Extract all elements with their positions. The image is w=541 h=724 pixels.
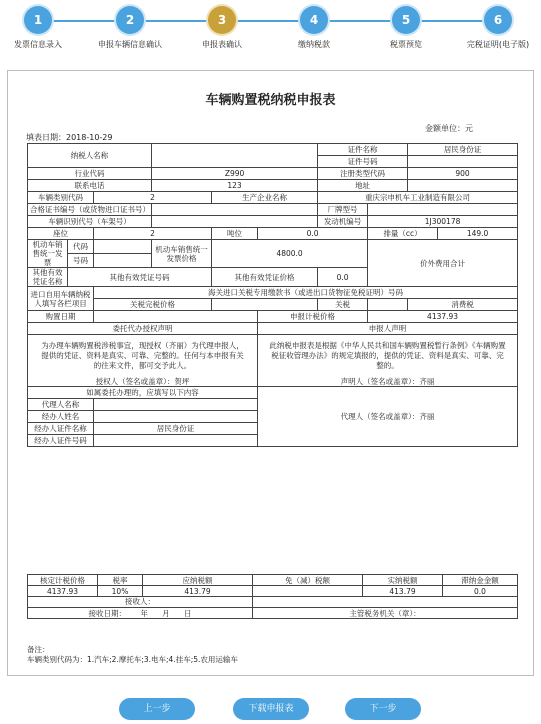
step-5-label: 税票预览 (390, 40, 422, 49)
industry-value: Z990 (152, 168, 318, 180)
maker-value: 重庆宗申机车工业制造有限公司 (318, 192, 518, 204)
tonnage-value: 0.0 (258, 228, 368, 240)
import-label: 进口自用车辆纳税人填写各栏项目 (28, 287, 94, 311)
other-cert-no-label: 其他有效凭证号码 (68, 268, 212, 287)
agent-name-label: 代理人名称 (28, 399, 94, 411)
customs-label: 海关进口关税专用缴款书（或进出口货物征免税证明）号码 (94, 287, 518, 299)
note-text: 车辆类别代码为：1.汽车;2.摩托车;3.电车;4.挂车;5.农用运输车 (27, 655, 238, 664)
step-5 (360, 6, 452, 50)
purchase-date-label: 购置日期 (28, 311, 94, 323)
step-3-circle: 3 (208, 6, 236, 34)
invoice-price-value: 4800.0 (212, 240, 368, 268)
handler-id-no-label: 经办人证件号码 (28, 435, 94, 447)
vehicle-category-label: 车辆类别代码 (28, 192, 94, 204)
certificate-value (152, 204, 318, 216)
vehicle-category-value: 2 (94, 192, 212, 204)
calc-value: 0.0 (443, 586, 518, 597)
id-no-label: 证件号码 (318, 156, 408, 168)
prev-button[interactable]: 上一步 (119, 698, 195, 720)
progress-steps (0, 0, 541, 70)
taxpayer-name-value (152, 144, 318, 168)
industry-label: 行业代码 (28, 168, 152, 180)
decl-title: 申报人声明 (258, 323, 518, 335)
invoice-code-label: 代码 (68, 240, 94, 254)
vin-value (152, 216, 318, 228)
calc-value (253, 586, 363, 597)
decl-text: 此纳税申报表是根据《中华人民共和国车辆购置税暂行条例》《车辆购置税征收管理办法》的规定填报的，提供的凭证、资料是真实、可靠、完整的。 (269, 341, 506, 370)
calc-value: 413.79 (143, 586, 253, 597)
engine-value: 1J300178 (368, 216, 518, 228)
maker-label: 生产企业名称 (212, 192, 318, 204)
step-2-circle: 2 (116, 6, 144, 34)
month-label: 月 (162, 608, 170, 618)
other-cert-price-value: 0.0 (318, 268, 368, 287)
id-type-label: 证件名称 (318, 144, 408, 156)
step-1-label: 发票信息录入 (14, 40, 62, 49)
calc-value: 413.79 (363, 586, 443, 597)
step-6-label: 完税证明(电子版) (466, 40, 530, 49)
seats-label: 座位 (28, 228, 94, 240)
address-label: 地址 (318, 180, 408, 192)
handler-id-no-value (94, 435, 258, 447)
step-2 (84, 6, 176, 50)
step-3 (176, 6, 268, 50)
consumption-label: 消费税 (408, 299, 518, 311)
tariff-label: 关税 (318, 299, 368, 311)
model-label: 厂牌型号 (318, 204, 368, 216)
taxpayer-name-label: 纳税人名称 (28, 144, 152, 168)
invoice-number-value (94, 254, 152, 268)
id-type-value: 居民身份证 (408, 144, 518, 156)
calc-value: 10% (98, 586, 143, 597)
receive-date-row (28, 608, 253, 619)
receiver-label: 接收人： (28, 597, 253, 608)
step-1 (0, 6, 84, 50)
auth-sign: 授权人（签名或盖章）：贺坪 (95, 377, 190, 386)
phone-label: 联系电话 (28, 180, 152, 192)
step-6 (452, 6, 541, 50)
vin-label: 车辆识别代号（车架号） (28, 216, 152, 228)
certificate-label: 合格证书编号（或货物进口证书号） (28, 204, 152, 216)
reg-type-value: 900 (408, 168, 518, 180)
address-value (408, 180, 518, 192)
tax-declaration-form (7, 70, 534, 676)
decl-sign: 声明人（签名或盖章）：齐丽 (340, 377, 435, 386)
displacement-label: 排量（cc） (368, 228, 438, 240)
other-cert-price-label: 其他有效凭证价格 (212, 268, 318, 287)
auth-block (28, 335, 258, 387)
authority-label: 主管税务机关（章）： (253, 608, 518, 619)
handler-id-type-label: 经办人证件名称 (28, 423, 94, 435)
step-1-circle: 1 (24, 6, 52, 34)
displacement-value: 149.0 (438, 228, 518, 240)
amount-unit: 金额单位：元 (425, 124, 473, 133)
download-form-button[interactable]: 下载申报表 (233, 698, 309, 720)
step-4-circle: 4 (300, 6, 328, 34)
step-5-circle: 5 (392, 6, 420, 34)
fill-date: 填表日期：2018-10-29 (26, 133, 113, 142)
note-label: 备注： (27, 645, 50, 654)
phone-value: 123 (152, 180, 318, 192)
calc-header: 免（减）税额 (253, 575, 363, 586)
tonnage-label: 吨位 (212, 228, 258, 240)
calc-header: 税率 (98, 575, 143, 586)
declaration-table (27, 143, 518, 447)
step-4 (268, 6, 360, 50)
calc-header: 应纳税额 (143, 575, 253, 586)
id-no-value (408, 156, 518, 168)
auth-title: 委托代办授权声明 (28, 323, 258, 335)
model-value (368, 204, 518, 216)
step-3-label: 申报表确认 (202, 40, 242, 49)
step-6-circle: 6 (484, 6, 512, 34)
reg-type-label: 注册类型代码 (318, 168, 408, 180)
handler-name-label: 经办人姓名 (28, 411, 94, 423)
calc-header: 实纳税额 (363, 575, 443, 586)
step-4-label: 缴纳税款 (298, 40, 330, 49)
agent-sign: 代理人（签名或盖章）：齐丽 (258, 387, 518, 447)
remarks (27, 645, 517, 665)
step-2-label: 申报车辆信息确认 (98, 40, 162, 49)
engine-label: 发动机编号 (318, 216, 368, 228)
extra-fee-label: 价外费用合计 (368, 240, 518, 287)
invoice-group-label: 机动车销售统一发票 (28, 240, 68, 268)
agent-name-value (94, 399, 258, 411)
calc-value: 4137.93 (28, 586, 98, 597)
calc-header: 核定计税价格 (28, 575, 98, 586)
calc-header: 滞纳金金额 (443, 575, 518, 586)
decl-block (258, 335, 518, 387)
handler-name-value (94, 411, 258, 423)
day-label: 日 (183, 608, 192, 618)
receive-date-label: 接收日期： (88, 608, 127, 618)
year-label: 年 (140, 608, 148, 618)
invoice-price-label: 机动车销售统一发票价格 (152, 240, 212, 268)
customs-price-label: 关税完税价格 (94, 299, 212, 311)
form-title: 车辆购置税纳税申报表 (205, 93, 336, 108)
tax-price-value: 4137.93 (368, 311, 518, 323)
agent-title: 如属委托办理的，应填写以下内容 (28, 387, 258, 399)
tax-price-label: 申报计税价格 (258, 311, 368, 323)
tax-calc-table (27, 574, 518, 619)
invoice-number-label: 号码 (68, 254, 94, 268)
auth-text: 为办理车辆购置税涉税事宜，现授权（齐丽）为代理申报人，提供的凭证、资料是真实、可靠、完整的。任何与本申报有关的往来文件，都可交予此人。 (41, 341, 244, 370)
other-cert-label: 其他有效凭证名称 (28, 268, 68, 287)
handler-id-type-value: 居民身份证 (94, 423, 258, 435)
next-button[interactable]: 下一步 (345, 698, 421, 720)
seats-value: 2 (94, 228, 212, 240)
invoice-code-value (94, 240, 152, 254)
